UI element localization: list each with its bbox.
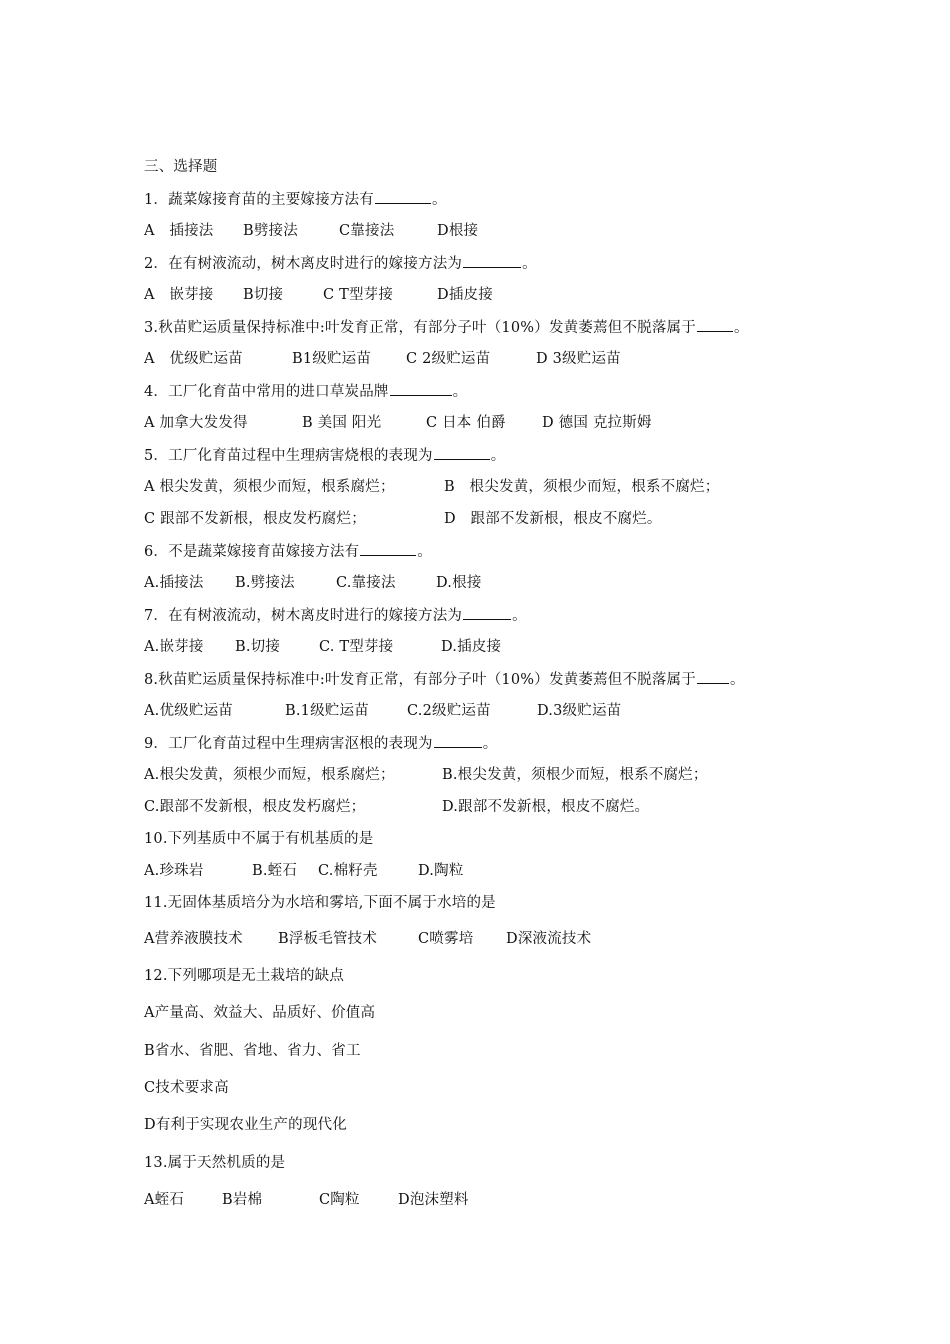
answer-blank <box>434 445 490 460</box>
stem-text: 9．工厂化育苗过程中生理病害沤根的表现为 <box>144 736 433 752</box>
stem-text: 11.无固体基质培分为水培和雾培,下面不属于水培的是 <box>144 895 496 911</box>
options-row <box>144 573 482 593</box>
options-row <box>144 413 652 433</box>
option: A 优级贮运苗 <box>144 351 243 367</box>
option: C T型芽接 <box>323 287 394 303</box>
answer-blank <box>434 733 482 748</box>
stem-text: 12.下列哪项是无土栽培的缺点 <box>144 968 345 984</box>
question-stem <box>144 669 745 690</box>
question-stem <box>144 381 467 402</box>
option: C.棉籽壳 <box>318 863 378 879</box>
option: C.靠接法 <box>336 575 396 591</box>
options-row <box>144 1190 469 1210</box>
option: B.蛭石 <box>252 863 298 879</box>
stem-end: 。 <box>729 672 745 688</box>
options-row <box>144 701 621 721</box>
option: A蛭石 <box>144 1192 185 1208</box>
option: C靠接法 <box>339 223 395 239</box>
question-stem <box>144 829 373 849</box>
options-row <box>144 477 719 497</box>
option: D.3级贮运苗 <box>537 703 622 719</box>
option: B劈接法 <box>243 223 298 239</box>
answer-blank <box>463 253 521 268</box>
options-row <box>144 509 662 529</box>
option: D.陶粒 <box>418 863 464 879</box>
option: B 根尖发黄，须根少而短，根系不腐烂； <box>444 479 720 495</box>
stem-text: 3.秋苗贮运质量保持标准中:叶发育正常，有部分子叶（10%）发黄萎蔫但不脱落属于 <box>144 320 696 336</box>
option: D.根接 <box>436 575 482 591</box>
stem-text: 5．工厂化育苗过程中生理病害烧根的表现为 <box>144 448 433 464</box>
question-stem <box>144 1153 285 1173</box>
option: C 跟部不发新根，根皮发朽腐烂； <box>144 511 366 527</box>
stem-end: 。 <box>482 736 498 752</box>
option: A.珍珠岩 <box>144 863 204 879</box>
option: C技术要求高 <box>144 1080 229 1096</box>
options-row <box>144 637 501 657</box>
option: A 插接法 <box>144 223 214 239</box>
stem-end: 。 <box>431 192 447 208</box>
option: A.优级贮运苗 <box>144 703 233 719</box>
option: B.1级贮运苗 <box>285 703 369 719</box>
option: B.切接 <box>235 639 281 655</box>
stem-text: 4．工厂化育苗中常用的进口草炭品牌 <box>144 384 389 400</box>
stem-text: 6．不是蔬菜嫁接育苗嫁接方法有 <box>144 544 360 560</box>
stem-text: 13.属于天然机质的是 <box>144 1155 286 1171</box>
stem-text: 8.秋苗贮运质量保持标准中:叶发育正常，有部分子叶（10%）发黄萎蔫但不脱落属于 <box>144 672 696 688</box>
stem-end: 。 <box>522 256 537 272</box>
option: A营养液膜技术 <box>144 931 243 947</box>
question-stem <box>144 966 344 986</box>
options-row <box>144 929 591 949</box>
option: A.插接法 <box>144 575 204 591</box>
option: C陶粒 <box>319 1192 360 1208</box>
answer-blank <box>360 541 416 556</box>
option: B1级贮运苗 <box>292 351 372 367</box>
answer-blank <box>463 605 511 620</box>
option: A产量高、效益大、品质好、价值高 <box>144 1005 376 1021</box>
option: D插皮接 <box>437 287 493 303</box>
option: B浮板毛管技术 <box>278 931 378 947</box>
question-stem <box>144 317 749 338</box>
options-row <box>144 861 464 881</box>
option: A.嵌芽接 <box>144 639 204 655</box>
options-row <box>144 349 621 369</box>
option: A 嵌芽接 <box>144 287 214 303</box>
option: C. T型芽接 <box>319 639 394 655</box>
option: D 跟部不发新根，根皮不腐烂。 <box>444 511 662 527</box>
answer-blank <box>390 381 452 396</box>
option: C.2级贮运苗 <box>407 703 491 719</box>
option: D泡沫塑料 <box>398 1192 469 1208</box>
option: D根接 <box>437 223 479 239</box>
option: B 美国 阳光 <box>302 415 382 431</box>
answer-blank <box>697 669 729 684</box>
question-stem <box>144 733 497 754</box>
question-stem <box>144 541 432 562</box>
option: D 德国 克拉斯姆 <box>542 415 652 431</box>
stem-text: 10.下列基质中不属于有机基质的是 <box>144 831 374 847</box>
option: C.跟部不发新根，根皮发朽腐烂； <box>144 799 366 815</box>
options-row <box>144 285 493 305</box>
question-stem <box>144 893 496 913</box>
option: A 根尖发黄，须根少而短，根系腐烂； <box>144 479 395 495</box>
stem-end: 。 <box>733 320 749 336</box>
option: D 3级贮运苗 <box>536 351 621 367</box>
stem-end: 。 <box>512 608 527 624</box>
question-stem <box>144 605 527 626</box>
options-row <box>144 221 478 241</box>
option: C 2级贮运苗 <box>406 351 491 367</box>
option: D深液流技术 <box>506 931 592 947</box>
option: B切接 <box>243 287 284 303</box>
question-stem <box>144 189 447 210</box>
option: D有利于实现农业生产的现代化 <box>144 1117 347 1133</box>
stem-text: 1．蔬菜嫁接育苗的主要嫁接方法有 <box>144 192 374 208</box>
options-row <box>144 765 708 785</box>
options-row <box>144 797 649 817</box>
section-title: 三、选择题 <box>144 159 218 175</box>
option: A.根尖发黄，须根少而短，根系腐烂； <box>144 767 395 783</box>
option: D.跟部不发新根，根皮不腐烂。 <box>442 799 650 815</box>
stem-end: 。 <box>490 448 506 464</box>
option: B.劈接法 <box>235 575 295 591</box>
option: D.插皮接 <box>441 639 502 655</box>
stem-end: 。 <box>417 544 432 560</box>
stem-end: 。 <box>452 384 468 400</box>
stem-text: 2．在有树液流动，树木离皮时进行的嫁接方法为 <box>144 256 463 272</box>
option: A 加拿大发发得 <box>144 415 248 431</box>
option: C 日本 伯爵 <box>426 415 506 431</box>
question-stem <box>144 253 537 274</box>
answer-blank <box>697 317 733 332</box>
stem-text: 7．在有树液流动，树木离皮时进行的嫁接方法为 <box>144 608 463 624</box>
question-stem <box>144 445 505 466</box>
option: B.根尖发黄，须根少而短，根系不腐烂； <box>442 767 708 783</box>
option: B岩棉 <box>222 1192 263 1208</box>
option: C喷雾培 <box>418 931 474 947</box>
option: B省水、省肥、省地、省力、省工 <box>144 1043 361 1059</box>
answer-blank <box>375 189 431 204</box>
